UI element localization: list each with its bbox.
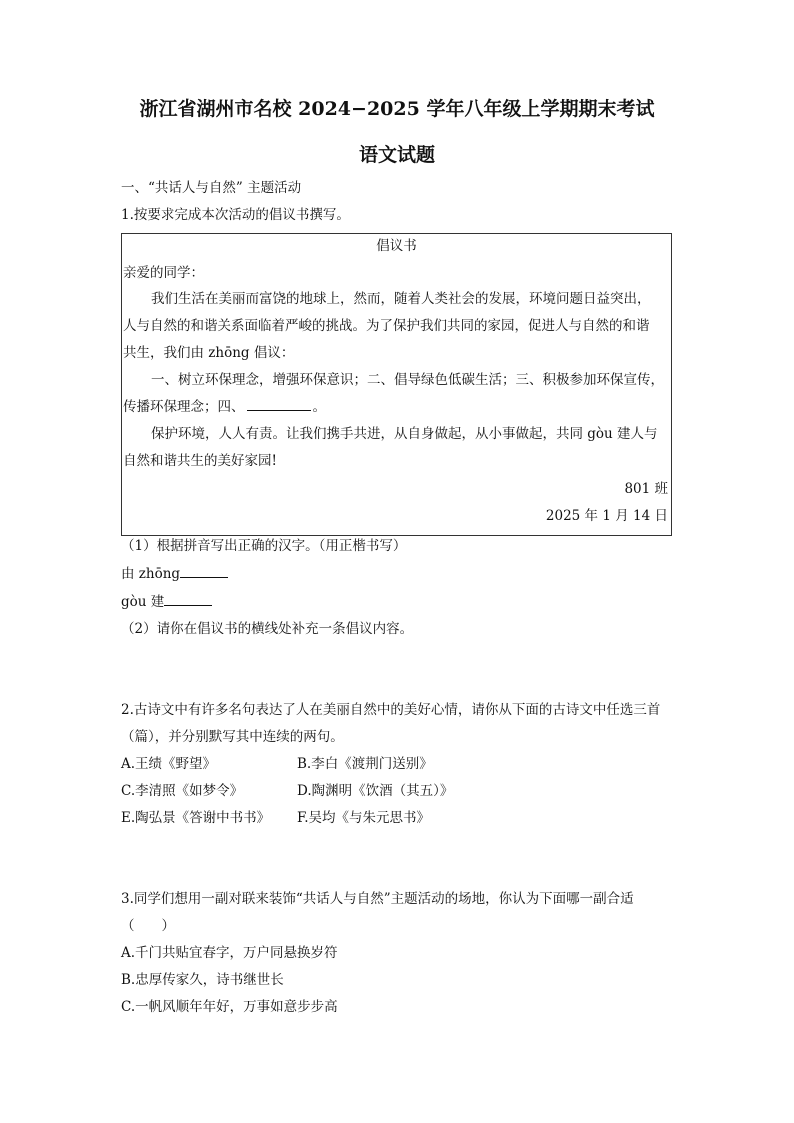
pinyin-item-1 [121,568,228,582]
q2-option-d: D.陶渊明《饮酒（其五）》 [297,783,454,799]
q2-option-f: F.吴均《与朱元思书》 [297,810,431,826]
letter-signature: 801 班 [624,481,668,497]
letter-paragraph-3-line-1: 保护环境，人人有责。让我们携手共进，从自身做起，从小事做起，共同 gòu 建人与 [151,426,658,442]
q2-option-a: A.王绩《野望》 [121,756,217,772]
exam-subtitle: 语文试题 [358,144,435,166]
pinyin-item-2 [121,596,212,610]
question-3-line-1: 3.同学们想用一副对联来装饰“共话人与自然”主题活动的场地，你认为下面哪一副合适 [121,891,634,907]
letter-paragraph-1-line-3: 共生，我们由 zhōng 倡议： [123,345,295,361]
question-1-prompt: 1.按要求完成本次活动的倡议书撰写。 [121,207,350,223]
pinyin-answer-blank-1[interactable] [180,576,228,578]
letter-title: 倡议书 [376,238,417,254]
letter-date: 2025 年 1 月 14 日 [545,508,668,524]
question-2-line-2: （篇），并分别默写其中连续的两句。 [121,729,344,745]
proposal-answer-blank[interactable] [247,409,311,411]
q2-option-e: E.陶弘景《答谢中书书》 [121,810,271,826]
question-1-part-2: （2）请你在倡议书的横线处补充一条倡议内容。 [121,621,414,637]
q2-option-c: C.李清照《如梦令》 [121,783,244,799]
q3-option-a: A.千门共贴宜春字，万户同悬换岁符 [121,945,338,961]
q3-option-b: B.忠厚传家久，诗书继世长 [121,972,284,988]
question-2-line-1: 2.古诗文中有许多名句表达了人在美丽自然中的美好心情，请你从下面的古诗文中任选三首 [121,702,661,718]
letter-paragraph-1-line-1: 我们生活在美丽而富饶的地球上，然而，随着人类社会的发展，环境问题日益突出， [151,291,651,307]
letter-paragraph-2-line-2 [123,401,326,415]
letter-paragraph-2-line-1: 一、树立环保理念，增强环保意识；二、倡导绿色低碳生活；三、积极参加环保宣传， [151,372,664,388]
section-heading: 一、“共话人与自然” 主题活动 [121,180,302,196]
letter-proposal-prefix: 传播环保理念；四、 [123,399,245,415]
letter-paragraph-3-line-2: 自然和谐共生的美好家园! [123,453,277,469]
proposal-letter-box [121,233,672,536]
pinyin-answer-blank-2[interactable] [164,604,212,606]
q3-option-c: C.一帆风顺年年好，万事如意步步高 [121,999,338,1015]
exam-title: 浙江省湖州市名校 2024−2025 学年八年级上学期期末考试 [139,98,655,120]
question-1-part-1: （1）根据拼音写出正确的汉字。（用正楷书写） [121,538,407,554]
q2-option-b: B.李白《渡荆门送别》 [297,756,433,772]
question-3-answer-bracket: （ ） [121,918,175,934]
letter-proposal-suffix: 。 [312,399,326,415]
letter-salutation: 亲爱的同学： [123,265,204,281]
pinyin-item-1-label: 由 zhōng [121,566,181,582]
letter-paragraph-1-line-2: 人与自然的和谐关系面临着严峻的挑战。为了保护我们共同的家园，促进人与自然的和谐 [123,318,650,334]
pinyin-item-2-label: gòu 建 [121,594,165,610]
